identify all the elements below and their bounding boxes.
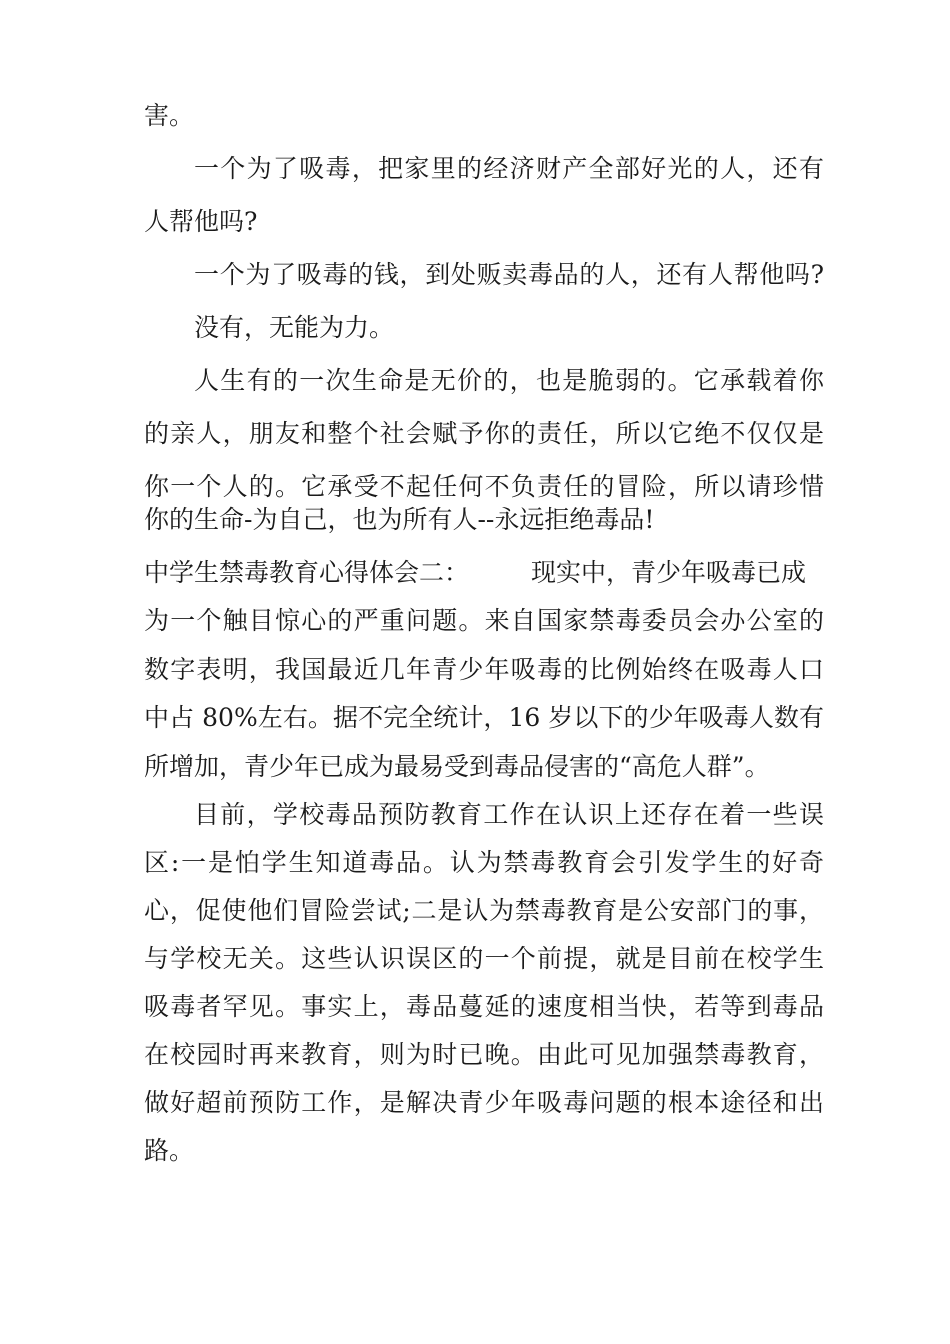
text-line: 做好超前预防工作，是解决青少年吸毒问题的根本途径和出 [144, 1088, 824, 1117]
text-line: 人帮他吗? [144, 207, 258, 236]
text-line: 数字表明，我国最近几年青少年吸毒的比例始终在吸毒人口 [144, 655, 824, 684]
text-line: 区:一是怕学生知道毒品。认为禁毒教育会引发学生的好奇 [144, 848, 824, 877]
text-line: 路。 [144, 1136, 195, 1165]
text-line: 一个为了吸毒，把家里的经济财产全部好光的人，还有 [194, 154, 824, 183]
text-line: 与学校无关。这些认识误区的一个前提，就是目前在校学生 [144, 944, 824, 973]
text-line: 目前，学校毒品预防教育工作在认识上还存在着一些误 [194, 800, 824, 829]
text-line: 的亲人，朋友和整个社会赋予你的责任，所以它绝不仅仅是 [144, 419, 824, 448]
text-line: 你一个人的。它承受不起任何不负责任的冒险，所以请珍惜 [144, 472, 824, 501]
section-first-line: 现实中，青少年吸毒已成 [531, 558, 807, 587]
text-line: 心，促使他们冒险尝试;二是认为禁毒教育是公安部门的事， [144, 896, 824, 925]
text-line: 中占 80%左右。据不完全统计，16 岁以下的少年吸毒人数有 [144, 703, 824, 732]
text-line: 在校园时再来教育，则为时已晚。由此可见加强禁毒教育， [144, 1040, 824, 1069]
text-line: 你的生命-为自己，也为所有人--永远拒绝毒品! [144, 505, 655, 534]
text-line: 一个为了吸毒的钱，到处贩卖毒品的人，还有人帮他吗? [194, 260, 824, 289]
text-line: 害。 [144, 101, 195, 130]
text-line: 人生有的一次生命是无价的，也是脆弱的。它承载着你 [194, 366, 824, 395]
text-line: 为一个触目惊心的严重问题。来自国家禁毒委员会办公室的 [144, 606, 824, 635]
section-heading: 中学生禁毒教育心得体会二： [144, 558, 470, 587]
text-line: 没有，无能为力。 [194, 313, 395, 342]
text-line: 吸毒者罕见。事实上，毒品蔓延的速度相当快，若等到毒品 [144, 992, 824, 1021]
text-line: 所增加，青少年已成为最易受到毒品侵害的“高危人群”。 [144, 752, 770, 781]
section-heading-line [144, 555, 824, 591]
